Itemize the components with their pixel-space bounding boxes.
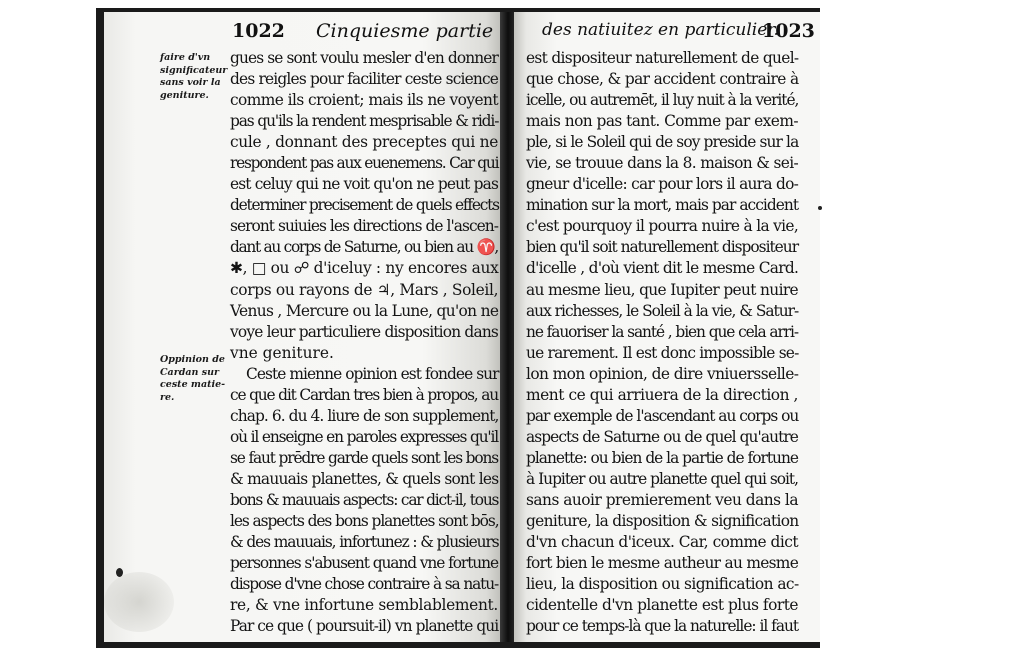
text-line: est celuy qui ne voit qu'on ne peut pas: [230, 175, 498, 194]
text-line: mais non pas tant. Comme par exem-: [526, 112, 798, 131]
text-line: les aspects des bons planettes sont bōs,: [230, 512, 499, 531]
text-line: bons & mauuais aspects: car dict-il, tous: [230, 490, 499, 509]
text-line: ce que dit Cardan tres bien à propos, au: [230, 385, 498, 404]
text-line: ment ce qui arriuera de la direction ,: [526, 385, 798, 404]
text-line: d'icelle , d'où vient dit le mesme Card.: [526, 259, 799, 278]
text-line: aspects de Saturne ou de quel qu'autre: [526, 427, 798, 446]
text-line: se faut prēdre garde quels sont les bons: [230, 448, 499, 467]
text-line: Par ce que ( poursuit-il) vn planette qui: [230, 617, 499, 636]
text-line: mination sur la mort, mais par accident: [526, 196, 799, 215]
text-line: dispose d'vne chose contraire à sa natu-: [230, 575, 499, 594]
marginal-note-2: [160, 354, 224, 404]
ink-blot: [116, 568, 123, 577]
text-line: c'est pourquoy il pourra nuire à la vie,: [526, 217, 799, 236]
text-line: fort bien le mesme autheur au mesme: [526, 554, 799, 573]
text-line: bien qu'il soit naturellement dispositeur: [526, 238, 799, 257]
text-line: personnes s'abusent quand vne fortune: [230, 554, 498, 573]
page-stain: [104, 572, 174, 632]
marginal-note-line: faire d'vn: [160, 52, 211, 63]
right-folio: 1023: [762, 20, 815, 42]
text-line: par exemple de l'ascendant au corps ou: [526, 406, 799, 425]
text-line: que chose, & par accident contraire à: [526, 70, 799, 89]
marginal-note-line: significateur: [160, 64, 228, 76]
text-line: Ceste mienne opinion est fondee sur: [246, 364, 499, 383]
text-line: ne fauoriser la santé , bien que cela arri-: [526, 322, 798, 341]
text-line: à Iupiter ou autre planette quel qui soit,: [526, 469, 798, 488]
text-line: pas qu'ils la rendent mesprisable & ridi-: [230, 112, 499, 131]
text-line: Venus , Mercure ou la Lune, qu'on ne: [230, 301, 499, 320]
text-line: respondent pas aux euenemens. Car qui: [230, 154, 499, 173]
text-line: & mauuais planettes, & quels sont les: [230, 469, 499, 488]
left-running-head: Cinquiesme partie: [316, 20, 494, 42]
text-line: cule , donnant des preceptes qui ne: [230, 133, 498, 152]
text-line: aux richesses, le Soleil à la vie, & Satur-: [526, 301, 799, 320]
marginal-note-line: sans voir la: [160, 77, 221, 88]
text-line: où il enseigne en paroles expresses qu'il: [230, 427, 498, 446]
text-line: lieu, la disposition ou signification ac-: [526, 575, 799, 594]
text-line: geniture, la disposition & signification: [526, 512, 799, 531]
marginal-note-1: [160, 52, 228, 102]
text-line: vne geniture.: [230, 343, 334, 362]
text-line: corps ou rayons de ♃, Mars , Soleil,: [230, 280, 499, 299]
text-line: re, & vne infortune semblablement.: [230, 596, 498, 615]
text-line: voye leur particuliere disposition dans: [230, 322, 498, 341]
text-line: au mesme lieu, que Iupiter peut nuire: [526, 280, 799, 299]
right-running-head: des natiuitez en particulier.: [542, 20, 779, 40]
text-line: & des mauuais, infortunez : & plusieurs: [230, 533, 499, 552]
text-line: dant au corps de Saturne, ou bien au ♈,: [230, 238, 498, 257]
scan-margin: [820, 8, 930, 648]
right-body-text: [526, 48, 798, 637]
text-line: comme ils croient; mais ils ne voyent: [230, 91, 498, 110]
marginal-note-line: ceste matie-: [160, 379, 226, 390]
text-line: des reigles pour faciliter ceste science: [230, 70, 499, 89]
text-line: lon mon opinion, de dire vniuersselle-: [526, 364, 799, 383]
marginal-note-line: geniture.: [160, 89, 209, 101]
text-line: ue rarement. Il est donc impossible se-: [526, 343, 799, 362]
text-line: determiner precisement de quels effects: [230, 196, 499, 215]
text-line: cidentelle d'vn planette est plus forte: [526, 596, 798, 615]
text-line: est dispositeur naturellement de quel-: [526, 49, 799, 67]
left-body-text: [230, 48, 498, 637]
marginal-note-line: re.: [160, 391, 175, 403]
text-line: seront suiuies les directions de l'ascen-: [230, 217, 498, 236]
right-page: [514, 12, 820, 642]
text-line: gues se sont voulu mesler d'en donner: [230, 49, 498, 67]
text-line: vie, se trouue dans la 8. maison & sei-: [526, 154, 798, 173]
text-line: gneur d'icelle: car pour lors il aura do-: [526, 175, 799, 194]
text-line: sans auoir premierement veu dans la: [526, 490, 798, 509]
marginal-note-line: Oppinion de: [160, 354, 225, 365]
text-line: d'vn chacun d'iceux. Car, comme dict: [526, 533, 798, 552]
text-line: planette: ou bien de la partie de fortune: [526, 448, 798, 467]
ink-speck: [818, 206, 822, 210]
text-line: chap. 6. du 4. liure de son supplement,: [230, 406, 499, 425]
left-page: [104, 12, 502, 642]
text-line: pour ce temps-là que la naturelle: il faut: [526, 617, 799, 636]
text-line: ple, si le Soleil qui de soy preside sur la: [526, 133, 799, 152]
text-line: ✱, □ ou ☍ d'iceluy : ny encores aux: [230, 259, 499, 278]
text-line: icelle, ou autremēt, il luy nuit à la verité,: [526, 91, 799, 110]
left-folio: 1022: [232, 20, 285, 42]
marginal-note-line: Cardan sur: [160, 366, 219, 378]
